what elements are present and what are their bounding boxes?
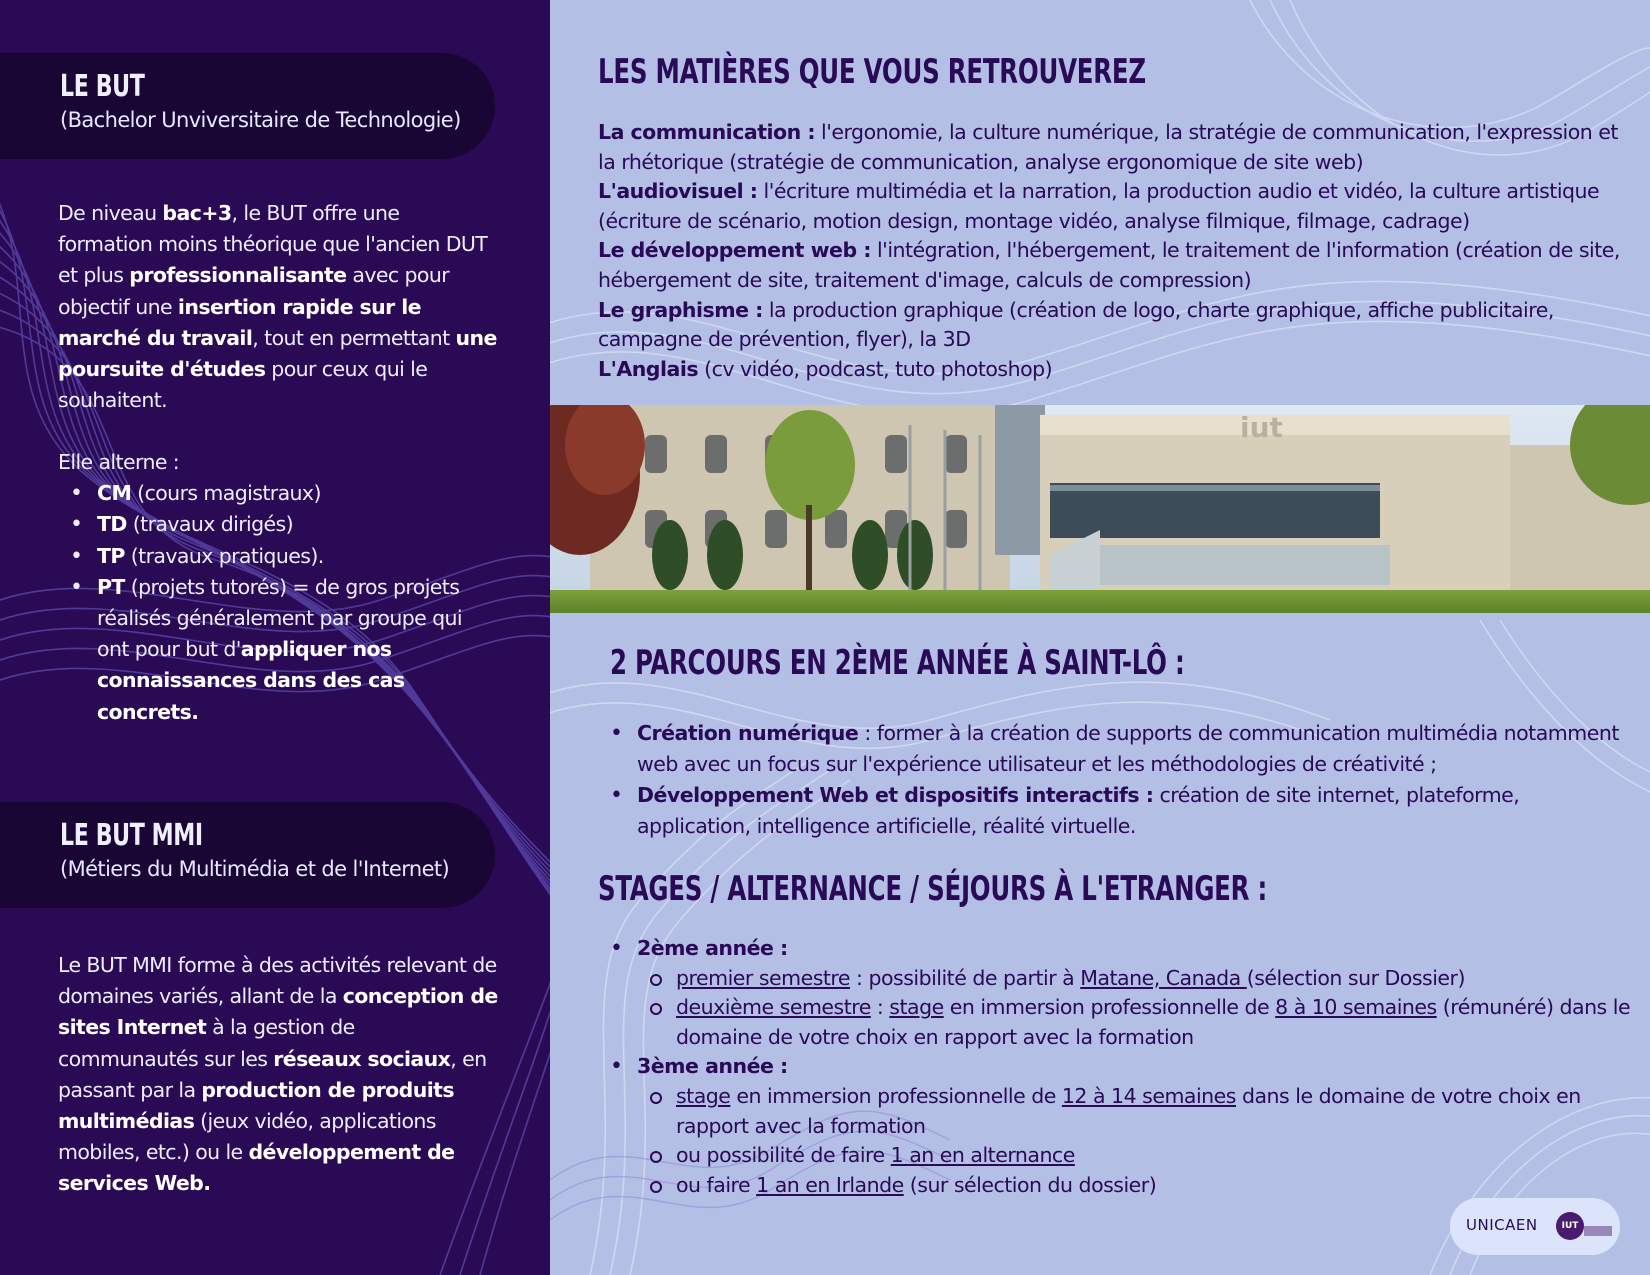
- but-mmi-heading-pill: [0, 802, 495, 908]
- iut-logo-caption: [1584, 1226, 1612, 1236]
- list-item: stage en immersion professionnelle de 12 à 14 semaines dans le domaine de votre choix en rapport avec la formation: [637, 1082, 1638, 1141]
- building-sign: iut: [1240, 411, 1283, 444]
- list-item: L'audiovisuel : l'écriture multimédia et la narration, la production audio et vidéo, la culture artistique (écriture de scénario, motion design, montage vidéo, analyse filmique, filmage, cadrage): [598, 179, 1600, 233]
- parcours-list: [598, 718, 1638, 842]
- list-item: deuxième semestre : stage en immersion professionnelle de 8 à 10 semaines (rémunéré) dans le domaine de votre choix en rapport avec la formation: [637, 993, 1638, 1052]
- matieres-title: LES MATIÈRES QUE VOUS RETROUVEREZ: [598, 52, 1146, 92]
- list-item: La communication : l'ergonomie, la culture numérique, la stratégie de communication, l'expression et la rhétorique (stratégie de communication, analyse ergonomique de site web): [598, 120, 1618, 174]
- but-subtitle: (Bachelor Unviversitaire de Technologie): [60, 108, 461, 132]
- but-mmi-paragraph: Le BUT MMI forme à des activités relevant de domaines variés, allant de la conception de sites Internet à la gestion de communautés sur les réseaux sociaux, en passant par la production de produits multimédias (jeux vidéo, applications mobiles, etc.) ou le développement de services Web.: [58, 953, 498, 1196]
- stages-title: STAGES / ALTERNANCE / SÉJOURS À L'ETRANGER :: [598, 869, 1268, 909]
- list-item: ou possibilité de faire 1 an en alternance: [637, 1141, 1638, 1171]
- parcours-block: [598, 718, 1638, 842]
- list-item: • Développement Web et dispositifs interactifs : création de site internet, plateforme, application, intelligence artificielle, réalité virtuelle.: [598, 780, 1638, 842]
- alternance-lead: Elle alterne :: [58, 450, 180, 474]
- parcours-title: 2 PARCOURS EN 2ÈME ANNÉE À SAINT-LÔ :: [610, 643, 1185, 683]
- partner-logos: [1450, 1198, 1620, 1255]
- building-illustration: [550, 405, 1650, 613]
- but-intro-paragraph: De niveau bac+3, le BUT offre une formation moins théorique que l'ancien DUT et plus professionnalisante avec pour objectif une insertion rapide sur le marché du travail, tout en permettant une poursuite d'études pour ceux qui le souhaitent.: [58, 201, 497, 413]
- stages-block: [598, 934, 1638, 1200]
- unicaen-logo: UNICAEN: [1466, 1216, 1538, 1234]
- right-panel: [550, 0, 1650, 1275]
- list-item: • CM (cours magistraux): [58, 478, 498, 509]
- but-title: LE BUT: [60, 69, 145, 104]
- second-year-list: [637, 964, 1638, 1053]
- list-item: Le développement web : l'intégration, l'hébergement, le traitement de l'information (création de site, hébergement de site, traitement d'image, calculs de compression): [598, 238, 1620, 292]
- list-item: • Création numérique : former à la création de supports de communication multimédia notamment web avec un focus sur l'expérience utilisateur et les méthodologies de créativité ;: [598, 718, 1638, 780]
- list-item: • PT (projets tutorés) = de gros projets réalisés généralement par groupe qui ont pour but d'appliquer nos connaissances dans des cas concrets.: [58, 572, 498, 728]
- but-mmi-subtitle: (Métiers du Multimédia et de l'Internet): [60, 857, 450, 881]
- iut-logo: IUT: [1556, 1212, 1584, 1240]
- third-year-list: [637, 1082, 1638, 1200]
- list-item: premier semestre : possibilité de partir à Matane, Canada (sélection sur Dossier): [637, 964, 1638, 994]
- list-item: • TD (travaux dirigés): [58, 509, 498, 540]
- list-item: ou faire 1 an en Irlande (sur sélection du dossier): [637, 1171, 1638, 1201]
- alternance-block: [58, 447, 498, 728]
- list-item: • TP (travaux pratiques).: [58, 541, 498, 572]
- matieres-list: [598, 118, 1628, 384]
- but-heading-pill: [0, 53, 495, 159]
- iut-building-photo: [550, 405, 1650, 613]
- list-item: • 3ème année : stage en immersion professionnelle de 12 à 14 semaines dans le domaine de votre choix en rapport avec la formation ou possibilité de faire 1 an en alternance ou faire 1 an en Irlande (sur sélection du dossier): [598, 1052, 1638, 1200]
- list-item: • 2ème année : premier semestre : possibilité de partir à Matane, Canada (sélection sur Dossier) deuxième semestre : stage en immersion professionnelle de 8 à 10 semaines (rémunéré) dans le domaine de votre choix en rapport avec la formation: [598, 934, 1638, 1052]
- alternance-list: [58, 478, 498, 728]
- list-item: Le graphisme : la production graphique (création de logo, charte graphique, affiche publicitaire, campagne de prévention, flyer), la 3D: [598, 297, 1554, 352]
- list-item: L'Anglais (cv vidéo, podcast, tuto photoshop): [598, 356, 1053, 381]
- stages-list: [598, 934, 1638, 1200]
- but-mmi-title: LE BUT MMI: [60, 818, 203, 853]
- left-panel: [0, 0, 550, 1275]
